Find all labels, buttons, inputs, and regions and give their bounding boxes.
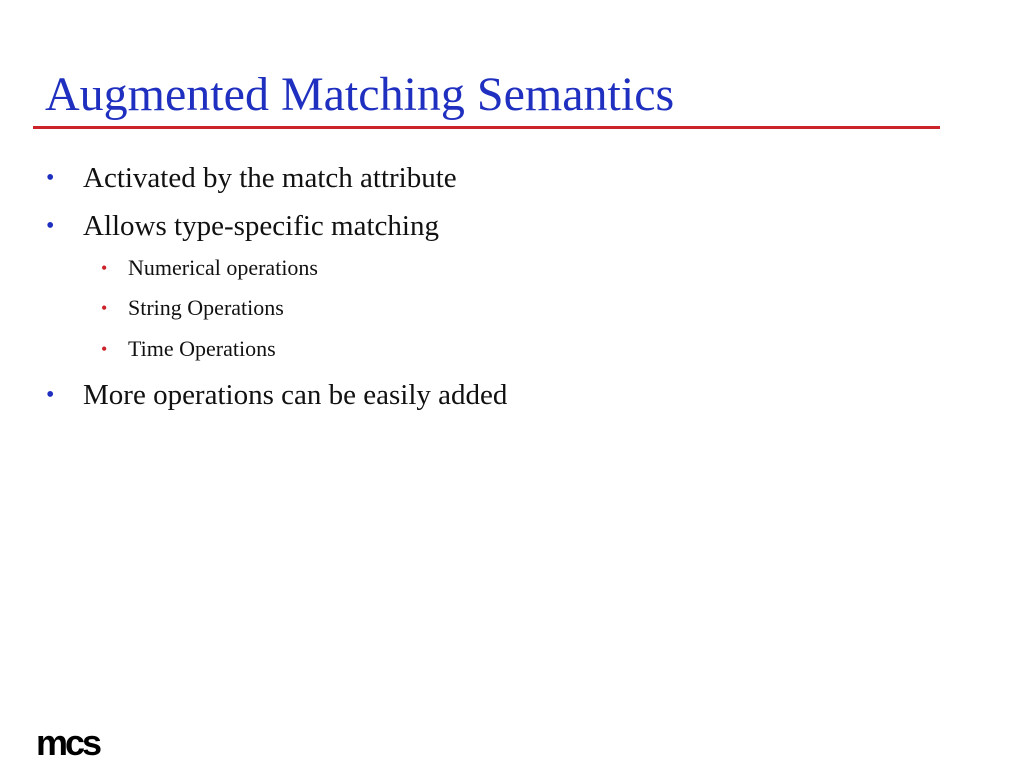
bullet-dot: • bbox=[46, 165, 55, 191]
sub-bullet-item-2 bbox=[101, 293, 284, 323]
title-underline bbox=[33, 126, 940, 129]
mcs-logo bbox=[36, 726, 132, 760]
sub-bullet-text: String Operations bbox=[128, 295, 284, 320]
bullet-dot: • bbox=[46, 213, 55, 239]
slide-title: Augmented Matching Semantics bbox=[45, 68, 675, 121]
sub-bullet-item-1 bbox=[101, 253, 318, 283]
sub-bullet-text: Time Operations bbox=[128, 336, 276, 361]
bullet-item-1 bbox=[46, 158, 457, 198]
sub-bullet-dot: • bbox=[101, 298, 108, 318]
sub-bullet-text: Numerical operations bbox=[128, 255, 318, 280]
bullet-text: Activated by the match attribute bbox=[83, 162, 457, 194]
bullet-text: Allows type-specific matching bbox=[83, 210, 439, 242]
sub-bullet-item-3 bbox=[101, 334, 276, 364]
bullet-item-3 bbox=[46, 375, 508, 415]
bullet-dot: • bbox=[46, 382, 55, 408]
sub-bullet-dot: • bbox=[101, 339, 108, 359]
svg-text:mcs: mcs bbox=[36, 726, 100, 760]
bullet-text: More operations can be easily added bbox=[83, 379, 508, 411]
bullet-item-2 bbox=[46, 206, 439, 246]
sub-bullet-dot: • bbox=[101, 258, 108, 278]
